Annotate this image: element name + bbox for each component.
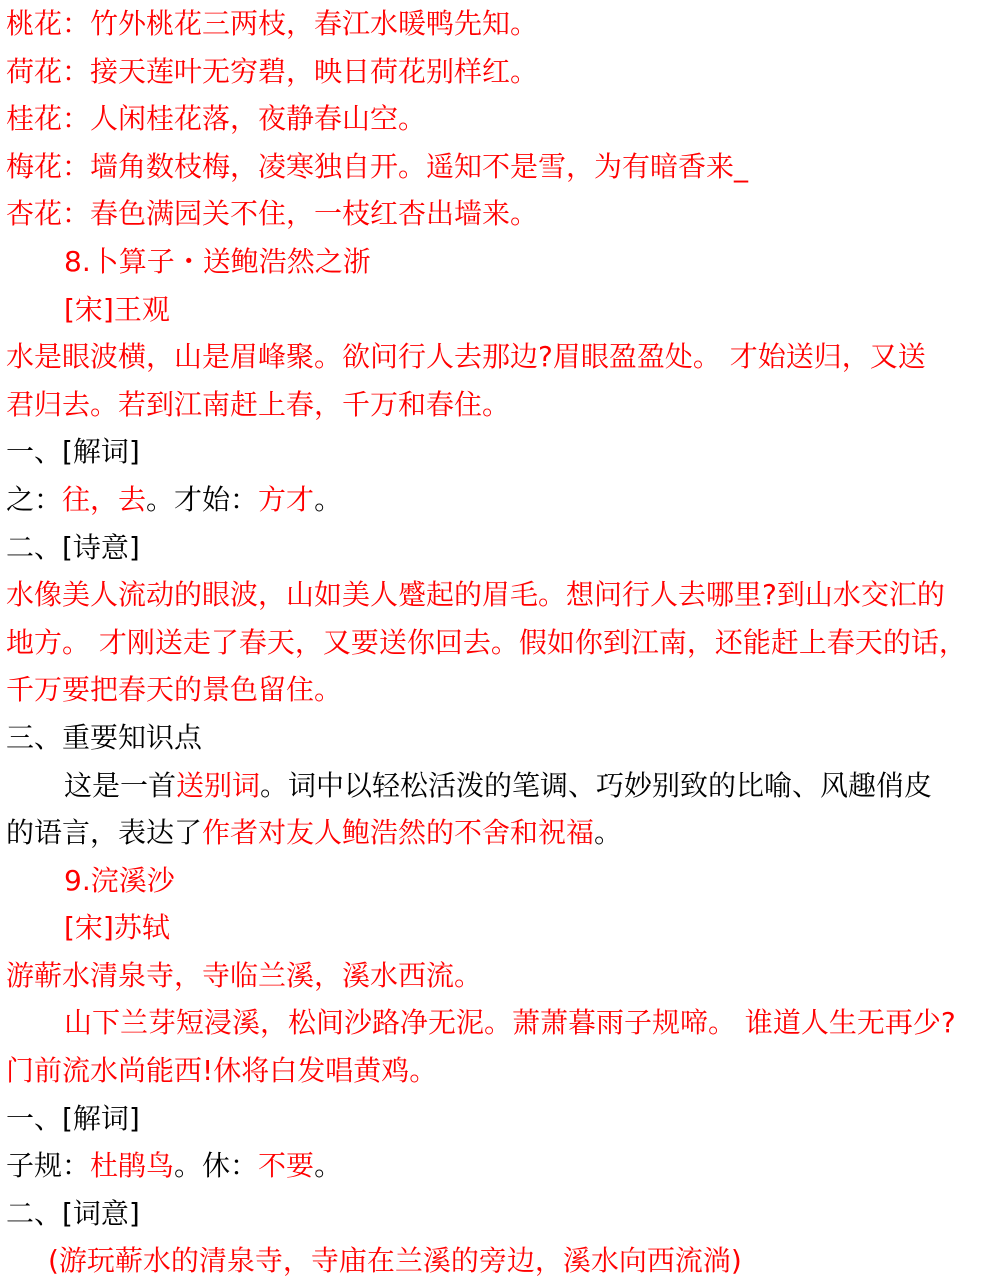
document-page <box>6 0 1002 1285</box>
emphasis-text: 水像美人流动的眼波，山如美人蹙起的眉毛。想问行人去哪里?到山水交汇的 <box>6 578 945 612</box>
text-line <box>6 1047 1002 1095</box>
text-line <box>6 0 1002 48</box>
text-line <box>6 1237 1002 1285</box>
body-text: 。词中以轻松活泼的笔调、巧妙别致的比喻、风趣俏皮 <box>260 768 933 802</box>
text-line <box>6 762 1002 810</box>
emphasis-text: 桂花：人闲桂花落，夜静春山空。 <box>6 102 427 136</box>
emphasis-text: 往，去 <box>62 482 147 516</box>
text-line <box>6 381 1002 429</box>
text-line <box>6 857 1002 905</box>
emphasis-text: 地方。 才刚送走了春天，又要送你回去。假如你到江南，还能赶上春天的话， <box>6 625 967 659</box>
emphasis-text: (游玩蕲水的清泉寺，寺庙在兰溪的旁边，溪水向西流淌) <box>48 1244 742 1278</box>
emphasis-text: 送别词 <box>176 768 261 802</box>
emphasis-text: 游蕲水清泉寺，寺临兰溪，溪水西流。 <box>6 958 483 992</box>
text-line <box>6 238 1002 286</box>
emphasis-text: 水是眼波横，山是眉峰聚。欲问行人去那边?眉眼盈盈处。 才始送归，又送 <box>6 340 926 374</box>
body-text: 三、重要知识点 <box>6 720 203 754</box>
body-text: 的语言，表达了 <box>6 816 203 850</box>
text-line <box>6 1095 1002 1143</box>
body-text: 。 <box>594 816 623 850</box>
text-line <box>6 95 1002 143</box>
emphasis-text: 君归去。若到江南赶上春，千万和春住。 <box>6 387 511 421</box>
text-line <box>6 333 1002 381</box>
body-text: 这是一首 <box>64 768 177 802</box>
text-line <box>6 571 1002 619</box>
text-line <box>6 1190 1002 1238</box>
emphasis-text: 不要 <box>258 1149 315 1183</box>
emphasis-text: 杏花：春色满园关不住，一枝红杏出墙来。 <box>6 197 539 231</box>
text-line <box>6 1142 1002 1190</box>
text-line <box>6 952 1002 1000</box>
body-text: 。 <box>314 1149 343 1183</box>
emphasis-text: 山下兰芽短浸溪，松间沙路净无泥。萧萧暮雨子规啼。 谁道人生无再少? <box>64 1006 956 1040</box>
text-line <box>6 714 1002 762</box>
text-line <box>6 143 1002 191</box>
emphasis-text: 8.卜算子・送鲍浩然之浙 <box>64 244 371 278</box>
text-line <box>6 428 1002 476</box>
body-text: 一、[解词] <box>6 435 140 469</box>
body-text: 二、[词意] <box>6 1196 140 1230</box>
text-line <box>6 904 1002 952</box>
text-line <box>6 286 1002 334</box>
text-line <box>6 999 1002 1047</box>
body-text: 。休： <box>174 1149 259 1183</box>
emphasis-text: 9.浣溪沙 <box>64 863 175 897</box>
text-line <box>6 619 1002 667</box>
emphasis-text: 千万要把春天的景色留住。 <box>6 673 343 707</box>
emphasis-text: 门前流水尚能西!休将白发唱黄鸡。 <box>6 1054 438 1088</box>
emphasis-text: 梅花：墙角数枝梅，凌寒独自开。遥知不是雪，为有暗香来_ <box>6 149 749 183</box>
text-line <box>6 48 1002 96</box>
body-text: 。 <box>314 482 343 516</box>
text-line <box>6 190 1002 238</box>
emphasis-text: 作者对友人鲍浩然的不舍和祝福 <box>202 816 595 850</box>
body-text: 之： <box>6 482 63 516</box>
body-text: 二、[诗意] <box>6 530 140 564</box>
emphasis-text: 方才 <box>258 482 315 516</box>
text-line <box>6 476 1002 524</box>
body-text: 。才始： <box>146 482 259 516</box>
emphasis-text: 杜鹃鸟 <box>90 1149 175 1183</box>
body-text: 一、[解词] <box>6 1101 140 1135</box>
emphasis-text: 桃花：竹外桃花三两枝，春江水暖鸭先知。 <box>6 7 539 40</box>
text-line <box>6 666 1002 714</box>
emphasis-text: [宋]苏轼 <box>64 911 170 945</box>
body-text: 子规： <box>6 1149 91 1183</box>
emphasis-text: [宋]王观 <box>64 292 170 326</box>
text-line <box>6 809 1002 857</box>
emphasis-text: 荷花：接天莲叶无穷碧，映日荷花别样红。 <box>6 54 539 88</box>
text-line <box>6 524 1002 572</box>
